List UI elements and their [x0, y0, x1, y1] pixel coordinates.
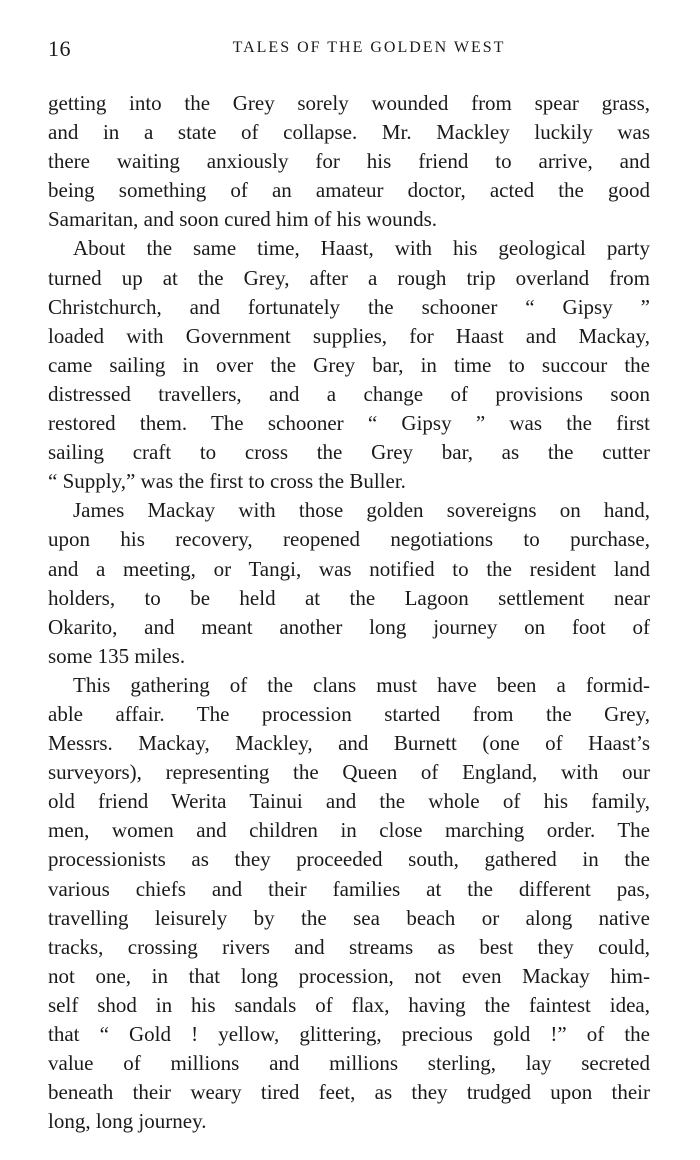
- text-line: men, women and children in close marching order. The: [48, 818, 650, 843]
- text-line: Messrs. Mackay, Mackley, and Burnett (one of Haast’s: [48, 731, 650, 756]
- text-line: travelling leisurely by the sea beach or along native: [48, 905, 650, 930]
- text-line: restored them. The schooner “ Gipsy ” was the first: [48, 411, 650, 436]
- text-line: turned up at the Grey, after a rough trip overland from: [48, 265, 650, 290]
- text-line: loaded with Government supplies, for Haast and Mackay,: [48, 323, 650, 348]
- text-line: getting into the Grey sorely wounded from spear grass,: [48, 91, 650, 115]
- text-line: various chiefs and their families at the different pas,: [48, 876, 650, 901]
- paragraph: [48, 89, 650, 234]
- text-line: some 135 miles.: [48, 643, 186, 668]
- text-line: that “ Gold ! yellow, glittering, precious gold !” of the: [48, 1022, 650, 1046]
- text-line: Okarito, and meant another long journey on foot of: [48, 614, 650, 639]
- text-line: and a meeting, or Tangi, was notified to the resident land: [48, 556, 650, 581]
- body-text: [48, 89, 650, 1136]
- page-number: 16: [48, 36, 71, 61]
- running-head: [48, 36, 650, 66]
- text-line: processionists as they proceeded south, gathered in the: [48, 847, 650, 872]
- running-title: TALES OF THE GOLDEN WEST: [232, 39, 506, 56]
- text-line: self shod in his sandals of flax, having the faintest idea,: [48, 992, 650, 1017]
- text-line: “ Supply,” was the first to cross the Buller.: [48, 469, 406, 494]
- text-line: there waiting anxiously for his friend to arrive, and: [48, 149, 650, 174]
- text-line: not one, in that long procession, not even Mackay him-: [48, 963, 650, 988]
- text-line: able affair. The procession started from the Grey,: [48, 701, 650, 726]
- text-line: came sailing in over the Grey bar, in time to succour the: [48, 352, 650, 377]
- text-line: old friend Werita Tainui and the whole of his family,: [48, 789, 650, 814]
- text-line: being something of an amateur doctor, acted the good: [48, 178, 650, 203]
- paragraph: [48, 234, 650, 496]
- text-line: James Mackay with those golden sovereigns on hand,: [73, 498, 650, 523]
- text-line: Samaritan, and soon cured him of his wounds.: [48, 207, 438, 232]
- text-line: value of millions and millions sterling, lay secreted: [48, 1051, 650, 1076]
- text-line: long, long journey.: [48, 1109, 207, 1134]
- text-line: surveyors), representing the Queen of England, with our: [48, 760, 650, 785]
- book-page: [48, 36, 650, 1136]
- text-line: holders, to be held at the Lagoon settlement near: [48, 585, 650, 610]
- paragraph: [48, 671, 650, 1137]
- text-line: Christchurch, and fortunately the schooner “ Gipsy ”: [48, 294, 650, 319]
- text-line: and in a state of collapse. Mr. Mackley luckily was: [48, 120, 650, 145]
- text-line: beneath their weary tired feet, as they trudged upon their: [48, 1080, 650, 1105]
- text-line: tracks, crossing rivers and streams as best they could,: [48, 934, 650, 959]
- text-line: This gathering of the clans must have been a formid-: [73, 672, 650, 697]
- text-line: upon his recovery, reopened negotiations to purchase,: [48, 527, 650, 552]
- text-line: sailing craft to cross the Grey bar, as the cutter: [48, 440, 650, 465]
- text-line: distressed travellers, and a change of provisions soon: [48, 381, 650, 406]
- text-line: About the same time, Haast, with his geological party: [73, 236, 650, 261]
- paragraph: [48, 496, 650, 671]
